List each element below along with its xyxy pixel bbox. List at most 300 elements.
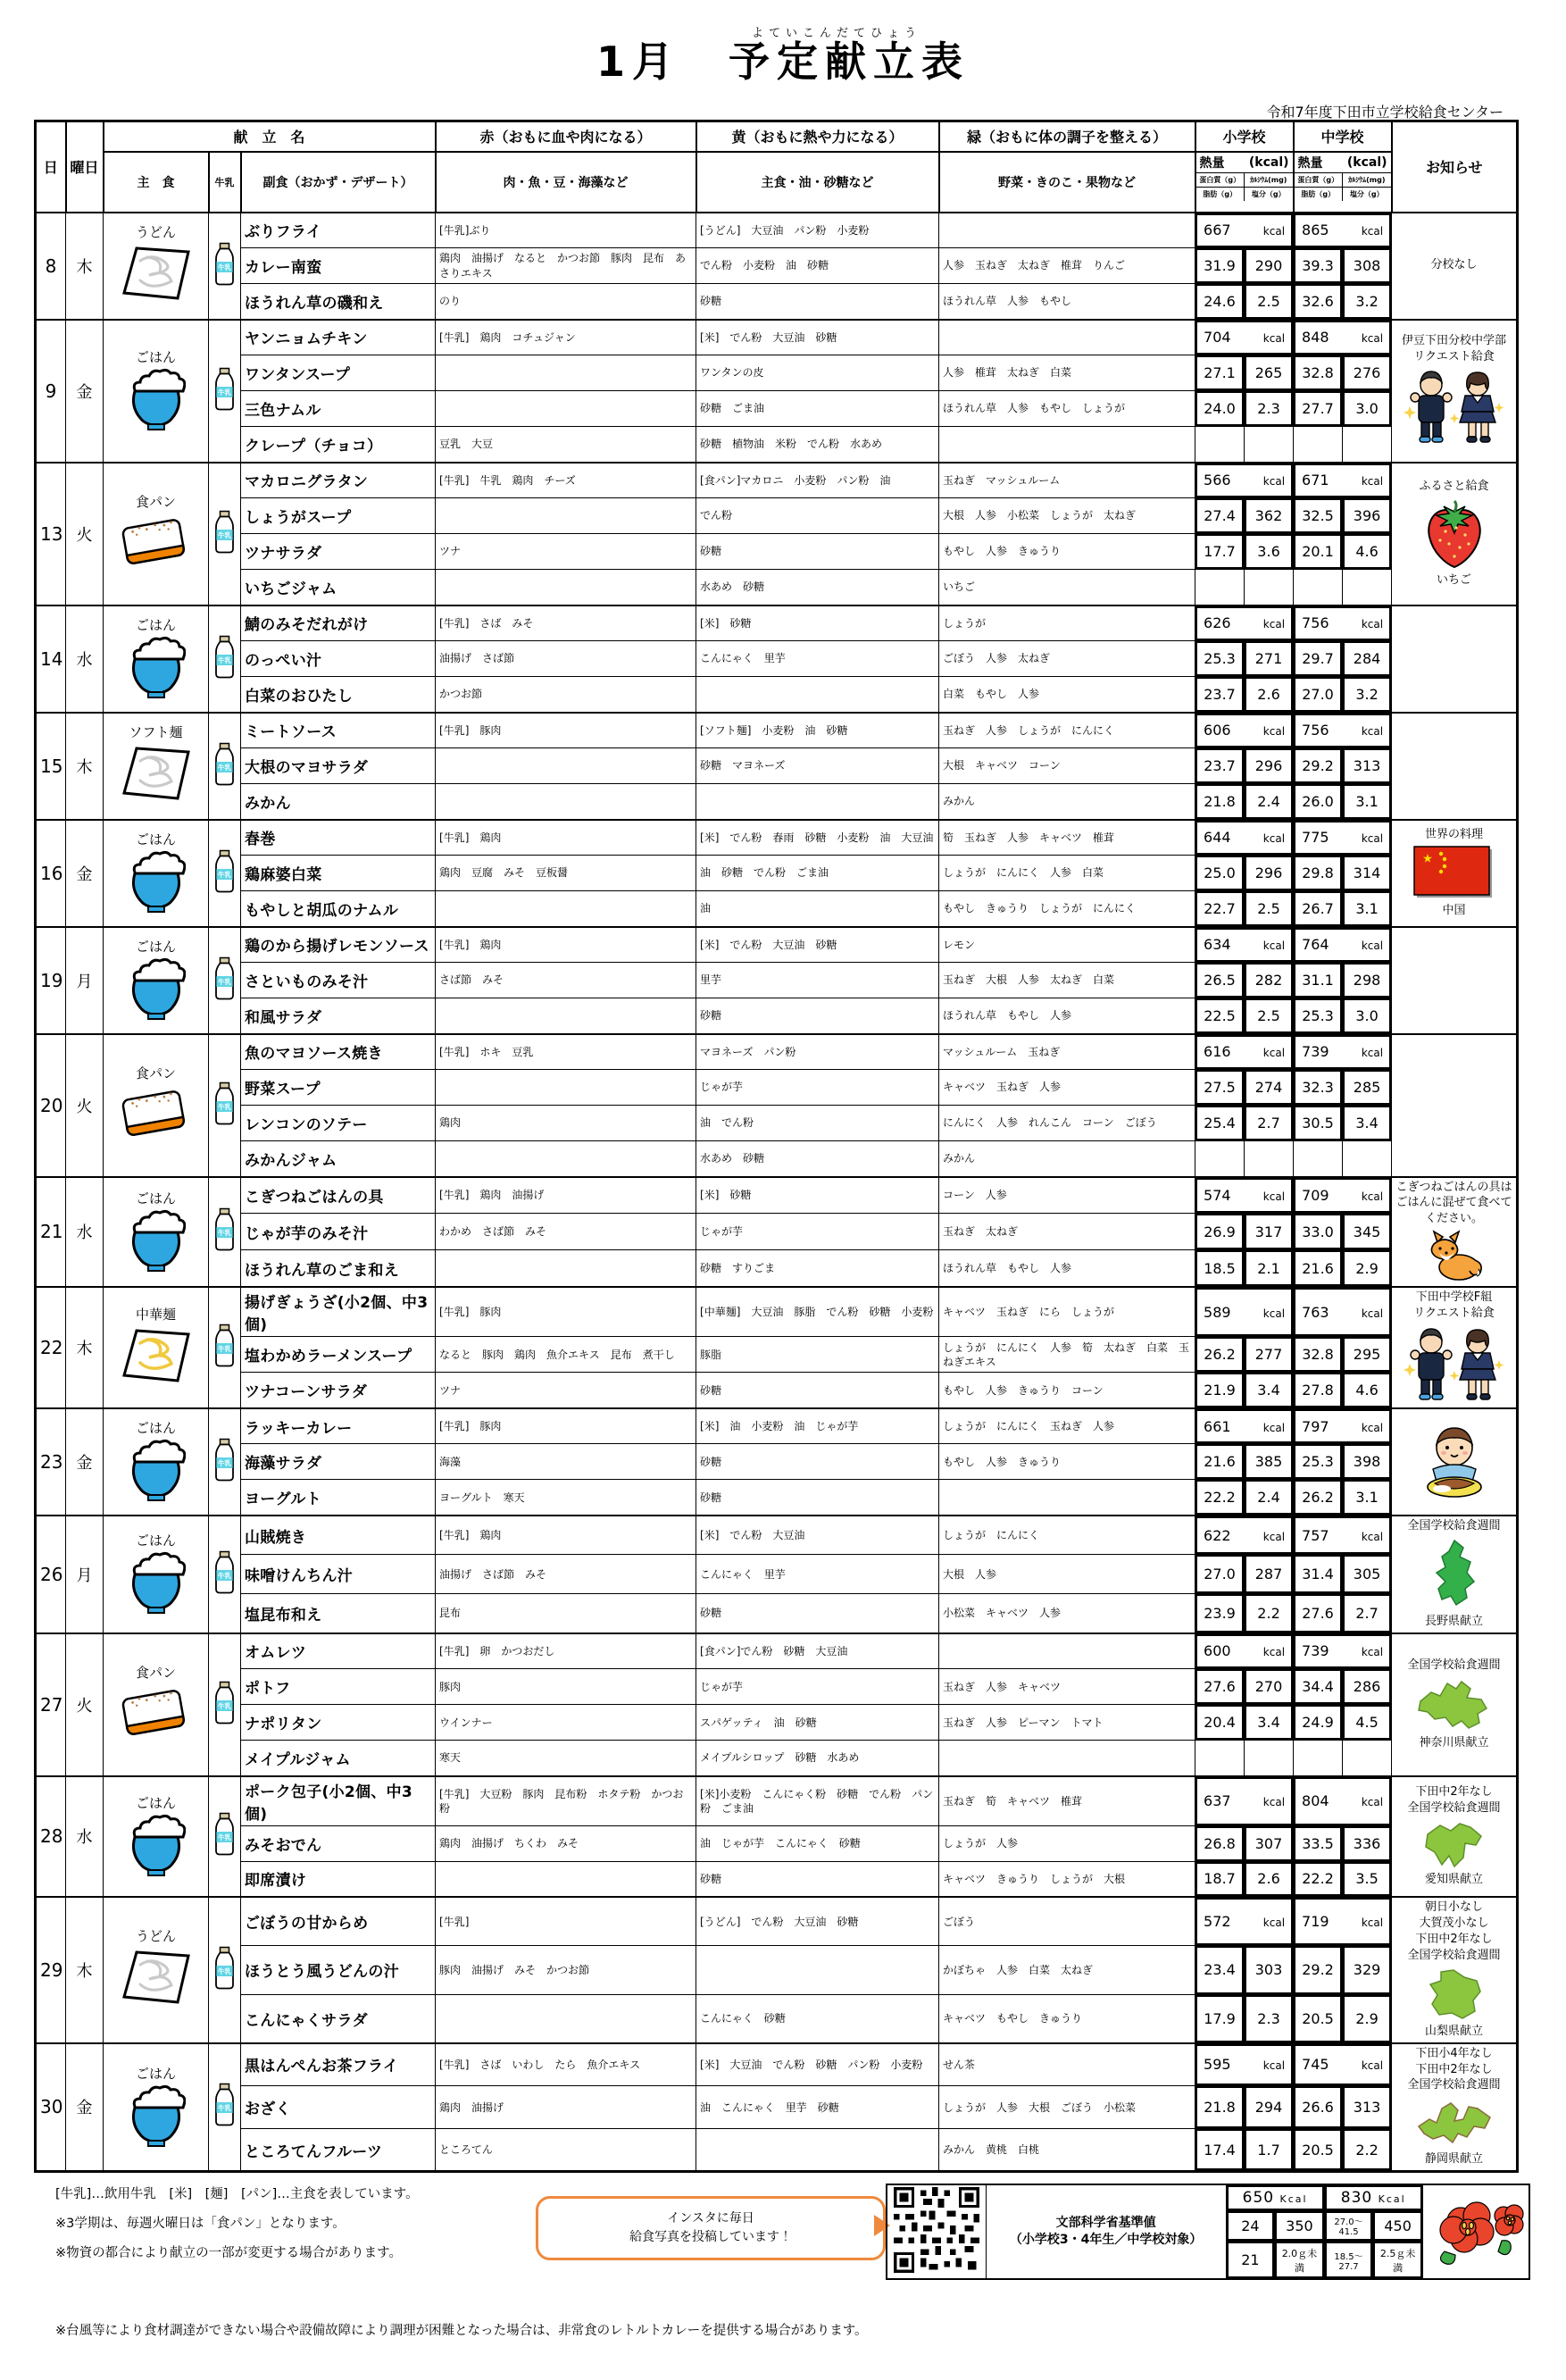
staple-label: ごはん — [135, 2065, 176, 2082]
junior-high-nutrient-header — [1294, 152, 1392, 213]
junior-salt: 3.5 — [1343, 1861, 1392, 1897]
dish-name: 塩昆布和え — [241, 1594, 436, 1633]
green-ingredients: 玉ねぎ 人参 キャベツ — [939, 1669, 1195, 1705]
standard-junior-protein: 27.0～41.5 — [1324, 2210, 1373, 2242]
notice-cell — [1392, 320, 1518, 463]
empty-nutrient-cell — [1294, 1141, 1343, 1177]
staple-cell — [104, 1287, 209, 1408]
yellow-ingredients: [米] でん粉 大豆油 砂糖 — [696, 320, 939, 355]
yellow-ingredients: 油 — [696, 891, 939, 927]
elementary-fat: 23.7 — [1195, 677, 1245, 713]
footnote-milk: [牛乳]…飲用牛乳 [米] [麺] [パン]…主食を表しています。 — [55, 2187, 419, 2202]
bread-icon — [107, 1084, 204, 1147]
rice-bowl-icon — [107, 850, 204, 916]
energy-label: 熱量 — [1199, 155, 1225, 171]
elementary-kcal: 589 kcal — [1195, 1287, 1294, 1337]
milk-bottle-icon — [214, 763, 235, 790]
date-cell: 13 — [36, 463, 66, 605]
elementary-calcium: 290 — [1245, 248, 1294, 284]
dish-name: さといものみそ汁 — [241, 963, 436, 998]
salt-label: 塩分（g） — [1251, 189, 1286, 198]
dish-row — [36, 463, 1518, 498]
elementary-protein: 25.0 — [1195, 856, 1245, 891]
dish-name: マカロニグラタン — [241, 463, 436, 498]
empty-nutrient-cell — [1343, 570, 1392, 605]
junior-fat: 20.5 — [1294, 2129, 1343, 2172]
standard-elementary-protein: 24 — [1226, 2210, 1275, 2242]
red-ingredients: [牛乳] 鶏肉 — [436, 820, 696, 856]
empty-nutrient-cell — [1195, 427, 1245, 463]
green-ingredients: 小松菜 キャベツ 人参 — [939, 1594, 1195, 1633]
staple-cell — [104, 605, 209, 713]
elementary-protein: 21.8 — [1195, 2086, 1245, 2129]
dish-row — [36, 1444, 1518, 1480]
dish-name: 野菜スープ — [241, 1070, 436, 1106]
svg-text:牛乳: 牛乳 — [218, 1571, 231, 1580]
dish-row — [36, 1480, 1518, 1516]
notice-cell — [1392, 1516, 1518, 1633]
notice-text: 静岡県献立 — [1425, 2152, 1484, 2167]
red-ingredients — [436, 570, 696, 605]
milk-cell — [209, 1177, 241, 1288]
staple-cell — [104, 1776, 209, 1898]
dish-row — [36, 1741, 1518, 1776]
dish-name: 鯖のみそだれがけ — [241, 605, 436, 641]
empty-nutrient-cell — [1245, 1741, 1294, 1776]
dish-row — [36, 856, 1518, 891]
footnote-change: ※物資の都合により献立の一部が変更する場合があります。 — [55, 2246, 402, 2261]
col-yellow-sub: 主食・油・砂糖など — [696, 152, 939, 213]
elementary-fat: 22.2 — [1195, 1480, 1245, 1516]
standard-elementary-fat: 21 — [1226, 2242, 1275, 2279]
elementary-kcal: 566 kcal — [1195, 463, 1294, 498]
elementary-kcal: 606 kcal — [1195, 713, 1294, 748]
dish-name: ツナサラダ — [241, 534, 436, 570]
junior-calcium: 329 — [1343, 1946, 1392, 1994]
dish-row — [36, 713, 1518, 748]
dish-name: 黒はんぺんお茶フライ — [241, 2043, 436, 2086]
junior-kcal: 671 kcal — [1294, 463, 1392, 498]
dish-row — [36, 998, 1518, 1034]
elementary-kcal: 667 kcal — [1195, 213, 1294, 248]
footer-area — [36, 2184, 1530, 2380]
col-elementary: 小学校 — [1195, 121, 1294, 152]
milk-cell — [209, 463, 241, 605]
yellow-ingredients: じゃが芋 — [696, 1214, 939, 1250]
noodle-white-icon — [107, 243, 204, 309]
yellow-ingredients: 砂糖 — [696, 1480, 939, 1516]
junior-calcium: 298 — [1343, 963, 1392, 998]
dish-name: ほうとう風うどんの汁 — [241, 1946, 436, 1994]
junior-fat: 27.7 — [1294, 391, 1343, 427]
staple-label: うどん — [135, 1928, 176, 1945]
weekday-cell: 木 — [66, 1897, 104, 2042]
dish-row — [36, 1141, 1518, 1177]
dish-name: みかんジャム — [241, 1141, 436, 1177]
milk-bottle-icon — [214, 656, 235, 683]
green-ingredients: ほうれん草 人参 もやし しょうが — [939, 391, 1195, 427]
map-kanagawa-icon — [1395, 1676, 1512, 1733]
kcal-unit-label: (kcal) — [1346, 154, 1387, 170]
dish-row — [36, 1177, 1518, 1214]
dish-name: いちごジャム — [241, 570, 436, 605]
empty-nutrient-cell — [1245, 1141, 1294, 1177]
notice-cell — [1392, 713, 1518, 820]
milk-bottle-icon — [214, 870, 235, 898]
green-ingredients: コーン 人参 — [939, 1177, 1195, 1214]
red-ingredients — [436, 1070, 696, 1106]
yellow-ingredients: [米]小麦粉 こんにゃく粉 砂糖 でん粉 パン粉 ごま油 — [696, 1776, 939, 1826]
green-ingredients: 玉ねぎ 太ねぎ — [939, 1214, 1195, 1250]
green-ingredients: みかん 黄桃 白桃 — [939, 2129, 1195, 2172]
bread-icon — [107, 1683, 204, 1746]
dish-row — [36, 1034, 1518, 1070]
junior-salt: 2.9 — [1343, 1994, 1392, 2042]
green-ingredients — [939, 1633, 1195, 1669]
junior-salt: 3.2 — [1343, 677, 1392, 713]
dish-row — [36, 1214, 1518, 1250]
dish-name: オムレツ — [241, 1633, 436, 1669]
red-ingredients: ところてん — [436, 2129, 696, 2172]
date-cell: 29 — [36, 1897, 66, 2042]
elementary-calcium: 271 — [1245, 641, 1294, 677]
elementary-protein: 27.1 — [1195, 355, 1245, 391]
dish-name: おざく — [241, 2086, 436, 2129]
elementary-kcal: 616 kcal — [1195, 1034, 1294, 1070]
milk-cell — [209, 1516, 241, 1633]
date-cell: 22 — [36, 1287, 66, 1408]
weekday-cell: 金 — [66, 820, 104, 927]
red-ingredients: 油揚げ さば節 みそ — [436, 1555, 696, 1594]
green-ingredients — [939, 1741, 1195, 1776]
rice-bowl-icon — [107, 636, 204, 702]
instagram-line1: インスタに毎日 — [667, 2211, 754, 2226]
col-junior-high: 中学校 — [1294, 121, 1392, 152]
elementary-kcal: 661 kcal — [1195, 1408, 1294, 1444]
dish-row — [36, 1516, 1518, 1555]
milk-cell — [209, 1776, 241, 1898]
col-red-title: 赤（おもに血や肉になる） — [436, 121, 696, 152]
dish-name: 山賊焼き — [241, 1516, 436, 1555]
staple-cell — [104, 213, 209, 320]
red-ingredients: かつお節 — [436, 677, 696, 713]
green-ingredients: ほうれん草 もやし 人参 — [939, 998, 1195, 1034]
red-ingredients: 鶏肉 豆腐 みそ 豆板醤 — [436, 856, 696, 891]
yellow-ingredients: こんにゃく 砂糖 — [696, 1994, 939, 2042]
milk-bottle-icon — [214, 1229, 235, 1256]
red-ingredients: [牛乳] さば みそ — [436, 605, 696, 641]
date-cell: 19 — [36, 927, 66, 1034]
empty-nutrient-cell — [1245, 427, 1294, 463]
col-milk: 牛乳 — [209, 152, 241, 213]
red-ingredients: [牛乳] 鶏肉 油揚げ — [436, 1177, 696, 1214]
notice-text: ください。 — [1425, 1212, 1484, 1226]
staple-cell — [104, 463, 209, 605]
weekday-cell: 水 — [66, 605, 104, 713]
dish-name: ナポリタン — [241, 1705, 436, 1741]
elementary-salt: 2.5 — [1245, 998, 1294, 1034]
salt-label: 塩分（g） — [1349, 189, 1384, 198]
notice-text: 全国学校給食週間 — [1407, 1948, 1501, 1962]
elementary-fat: 18.5 — [1195, 1250, 1245, 1287]
milk-bottle-icon — [214, 1701, 235, 1729]
footnote-emergency: ※台風等により食材調達ができない場合や設備故障により調理が困難となった場合は、非常食のレトルトカレーを提供する場合があります。 — [55, 2323, 868, 2338]
svg-text:牛乳: 牛乳 — [218, 1701, 231, 1710]
yellow-ingredients: メイプルシロップ 砂糖 水あめ — [696, 1741, 939, 1776]
yellow-ingredients: 砂糖 マヨネーズ — [696, 748, 939, 784]
red-ingredients — [436, 1250, 696, 1287]
staple-label: ごはん — [135, 831, 176, 848]
menu-table-header — [36, 121, 1518, 213]
junior-calcium: 313 — [1343, 2086, 1392, 2129]
weekday-cell: 月 — [66, 1516, 104, 1633]
staple-label: ごはん — [135, 617, 176, 633]
milk-cell — [209, 1408, 241, 1516]
junior-fat: 20.5 — [1294, 1994, 1343, 2042]
map-yamanashi-icon — [1395, 1967, 1512, 2022]
green-ingredients: キャベツ きゅうり しょうが 大根 — [939, 1861, 1195, 1897]
elementary-calcium: 282 — [1245, 963, 1294, 998]
dish-row — [36, 1861, 1518, 1897]
dish-row — [36, 1946, 1518, 1994]
notice-cell — [1392, 1633, 1518, 1776]
dish-name: ほうれん草のごま和え — [241, 1250, 436, 1287]
elementary-protein: 27.5 — [1195, 1070, 1245, 1106]
yellow-ingredients: 砂糖 すりごま — [696, 1250, 939, 1287]
elementary-calcium: 317 — [1245, 1214, 1294, 1250]
junior-protein: 33.0 — [1294, 1214, 1343, 1250]
yellow-ingredients: 砂糖 — [696, 1594, 939, 1633]
green-ingredients: しょうが にんにく 玉ねぎ 人参 — [939, 1408, 1195, 1444]
red-ingredients: [牛乳] 卵 かつおだし — [436, 1633, 696, 1669]
elementary-fat: 17.4 — [1195, 2129, 1245, 2172]
empty-nutrient-cell — [1195, 1141, 1245, 1177]
organization-name: 令和7年度下田市立学校給食センター — [1266, 104, 1504, 121]
dish-name: 三色ナムル — [241, 391, 436, 427]
elementary-kcal: 626 kcal — [1195, 605, 1294, 641]
junior-kcal: 709 kcal — [1294, 1177, 1392, 1214]
fat-label: 脂肪（g） — [1196, 188, 1245, 201]
elementary-fat: 21.8 — [1195, 784, 1245, 820]
elementary-salt: 3.4 — [1245, 1705, 1294, 1741]
dish-row — [36, 1669, 1518, 1705]
standards-label-line2: （小学校3・4年生／中学校対象） — [1009, 2233, 1203, 2248]
weekday-cell: 火 — [66, 1034, 104, 1177]
milk-cell — [209, 1633, 241, 1776]
red-ingredients — [436, 784, 696, 820]
elementary-fat: 24.0 — [1195, 391, 1245, 427]
yellow-ingredients: 水あめ 砂糖 — [696, 570, 939, 605]
energy-label: 熱量 — [1297, 155, 1323, 171]
menu-table-body — [36, 213, 1518, 2172]
yellow-ingredients — [696, 2129, 939, 2172]
notice-text: 下田中2年なし — [1415, 1933, 1493, 1947]
milk-cell — [209, 2043, 241, 2172]
elementary-calcium: 265 — [1245, 355, 1294, 391]
notice-text: 山梨県献立 — [1425, 2024, 1484, 2038]
red-ingredients: 豚肉 — [436, 1669, 696, 1705]
staple-label: 食パン — [135, 1665, 176, 1682]
elementary-calcium: 385 — [1245, 1444, 1294, 1480]
date-cell: 9 — [36, 320, 66, 463]
date-cell: 23 — [36, 1408, 66, 1516]
green-ingredients: 筍 玉ねぎ 人参 キャベツ 椎茸 — [939, 820, 1195, 856]
yellow-ingredients: 砂糖 — [696, 534, 939, 570]
notice-text: 下田小4年なし — [1415, 2046, 1493, 2060]
dish-row — [36, 213, 1518, 248]
yellow-ingredients: こんにゃく 里芋 — [696, 641, 939, 677]
yellow-ingredients — [696, 1946, 939, 1994]
red-ingredients: ツナ — [436, 534, 696, 570]
date-cell: 21 — [36, 1177, 66, 1288]
notice-text: 中国 — [1442, 903, 1466, 917]
svg-text:牛乳: 牛乳 — [218, 2104, 231, 2113]
red-ingredients — [436, 1994, 696, 2042]
yellow-ingredients: 砂糖 ごま油 — [696, 391, 939, 427]
dish-name: もやしと胡瓜のナムル — [241, 891, 436, 927]
notice-text: 下田中学校F組 — [1415, 1290, 1493, 1305]
protein-label: 蛋白質（g） — [1196, 173, 1245, 187]
junior-protein: 29.8 — [1294, 856, 1343, 891]
notice-text: 伊豆下田分校中学部 — [1402, 333, 1507, 347]
green-ingredients: ほうれん草 人参 もやし — [939, 284, 1195, 320]
notice-cell — [1392, 1177, 1518, 1288]
svg-text:牛乳: 牛乳 — [218, 1229, 231, 1238]
elementary-kcal: 574 kcal — [1195, 1177, 1294, 1214]
weekday-cell: 月 — [66, 927, 104, 1034]
svg-text:牛乳: 牛乳 — [218, 1345, 231, 1354]
red-ingredients: [牛乳]ぶり — [436, 213, 696, 248]
date-cell: 26 — [36, 1516, 66, 1633]
green-ingredients: マッシュルーム 玉ねぎ — [939, 1034, 1195, 1070]
footnote-term: ※3学期は、毎週火曜日は「食パン」となります。 — [55, 2217, 346, 2232]
students-icon — [1395, 1324, 1512, 1403]
elementary-kcal: 595 kcal — [1195, 2043, 1294, 2086]
notice-text: 大賀茂小なし — [1419, 1917, 1489, 1931]
green-ingredients — [939, 1480, 1195, 1516]
red-ingredients: 豆乳 大豆 — [436, 427, 696, 463]
staple-label: ソフト麺 — [129, 724, 183, 740]
elementary-salt: 2.1 — [1245, 1250, 1294, 1287]
red-ingredients — [436, 391, 696, 427]
standards-label — [986, 2184, 1226, 2279]
milk-bottle-icon — [214, 1345, 235, 1372]
elementary-fat: 17.7 — [1195, 534, 1245, 570]
rice-bowl-icon — [107, 1439, 204, 1505]
instagram-bubble — [536, 2196, 886, 2260]
junior-fat: 32.6 — [1294, 284, 1343, 320]
elementary-salt: 2.2 — [1245, 1594, 1294, 1633]
weekday-cell: 水 — [66, 1177, 104, 1288]
junior-fat: 26.2 — [1294, 1480, 1343, 1516]
notice-text: 下田中2年なし — [1415, 2062, 1493, 2076]
notice-text: リクエスト給食 — [1413, 1307, 1495, 1321]
yellow-ingredients: 油 でん粉 — [696, 1106, 939, 1141]
red-ingredients: 鶏肉 — [436, 1106, 696, 1141]
elementary-calcium: 362 — [1245, 498, 1294, 534]
yellow-ingredients: 砂糖 — [696, 284, 939, 320]
staple-label: ごはん — [135, 1190, 176, 1207]
junior-protein: 29.2 — [1294, 748, 1343, 784]
dish-name: レンコンのソテー — [241, 1106, 436, 1141]
notice-text: 全国学校給食週間 — [1407, 1518, 1501, 1532]
date-cell: 16 — [36, 820, 66, 927]
dish-row — [36, 284, 1518, 320]
junior-salt: 3.1 — [1343, 784, 1392, 820]
junior-salt: 2.2 — [1343, 2129, 1392, 2172]
green-ingredients: 大根 人参 — [939, 1555, 1195, 1594]
green-ingredients: しょうが 人参 — [939, 1825, 1195, 1861]
svg-text:牛乳: 牛乳 — [218, 263, 231, 271]
dish-name: ヤンニョムチキン — [241, 320, 436, 355]
green-ingredients: 玉ねぎ マッシュルーム — [939, 463, 1195, 498]
red-ingredients: [牛乳] 鶏肉 — [436, 1516, 696, 1555]
yellow-ingredients: [中華麺] 大豆油 豚脂 でん粉 砂糖 小麦粉 — [696, 1287, 939, 1337]
svg-text:牛乳: 牛乳 — [218, 1458, 231, 1467]
junior-salt: 3.1 — [1343, 1480, 1392, 1516]
dish-name: ごぼうの甘からめ — [241, 1897, 436, 1945]
elementary-calcium: 294 — [1245, 2086, 1294, 2129]
empty-nutrient-cell — [1195, 570, 1245, 605]
notice-cell — [1392, 927, 1518, 1034]
elementary-fat: 17.9 — [1195, 1994, 1245, 2042]
svg-text:牛乳: 牛乳 — [218, 388, 231, 397]
elementary-kcal: 622 kcal — [1195, 1516, 1294, 1555]
svg-text:牛乳: 牛乳 — [218, 1967, 231, 1975]
red-ingredients: なると 豚肉 鶏肉 魚介エキス 昆布 煮干し — [436, 1337, 696, 1373]
elementary-salt: 1.7 — [1245, 2129, 1294, 2172]
elementary-protein: 31.9 — [1195, 248, 1245, 284]
green-ingredients: ごぼう — [939, 1897, 1195, 1945]
junior-protein: 31.4 — [1294, 1555, 1343, 1594]
junior-salt: 3.0 — [1343, 998, 1392, 1034]
dish-name: こんにゃくサラダ — [241, 1994, 436, 2042]
yellow-ingredients: [食パン]マカロニ 小麦粉 パン粉 油 — [696, 463, 939, 498]
notice-text: こぎつねごはんの具は — [1395, 1180, 1512, 1194]
dish-row — [36, 1633, 1518, 1669]
dish-row — [36, 1373, 1518, 1408]
dish-name: みかん — [241, 784, 436, 820]
red-ingredients: のり — [436, 284, 696, 320]
yellow-ingredients: 油 じゃが芋 こんにゃく 砂糖 — [696, 1825, 939, 1861]
elementary-kcal: 600 kcal — [1195, 1633, 1294, 1669]
staple-label: ごはん — [135, 1532, 176, 1549]
date-cell: 27 — [36, 1633, 66, 1776]
elementary-salt: 2.4 — [1245, 1480, 1294, 1516]
milk-bottle-icon — [214, 263, 235, 290]
elementary-protein: 26.2 — [1195, 1337, 1245, 1373]
elementary-fat: 22.5 — [1195, 998, 1245, 1034]
elementary-calcium: 287 — [1245, 1555, 1294, 1594]
svg-text:牛乳: 牛乳 — [218, 1833, 231, 1842]
junior-kcal: 775 kcal — [1294, 820, 1392, 856]
col-staple: 主 食 — [104, 152, 209, 213]
green-ingredients: もやし 人参 きゅうり コーン — [939, 1373, 1195, 1408]
standard-junior-kcal: 830 Kcal — [1324, 2184, 1422, 2210]
dish-name: 揚げぎょうざ(小2個、中3個) — [241, 1287, 436, 1337]
elementary-salt: 2.6 — [1245, 1861, 1294, 1897]
staple-label: 中華麺 — [135, 1306, 176, 1323]
yellow-ingredients: 砂糖 植物油 米粉 でん粉 水あめ — [696, 427, 939, 463]
green-ingredients — [939, 427, 1195, 463]
dish-name: 鶏麻婆白菜 — [241, 856, 436, 891]
date-cell: 28 — [36, 1776, 66, 1898]
green-ingredients: せん茶 — [939, 2043, 1195, 2086]
staple-label: ごはん — [135, 349, 176, 365]
dish-row — [36, 2086, 1518, 2129]
title-block — [0, 23, 1566, 120]
noodle-white-icon — [107, 743, 204, 809]
